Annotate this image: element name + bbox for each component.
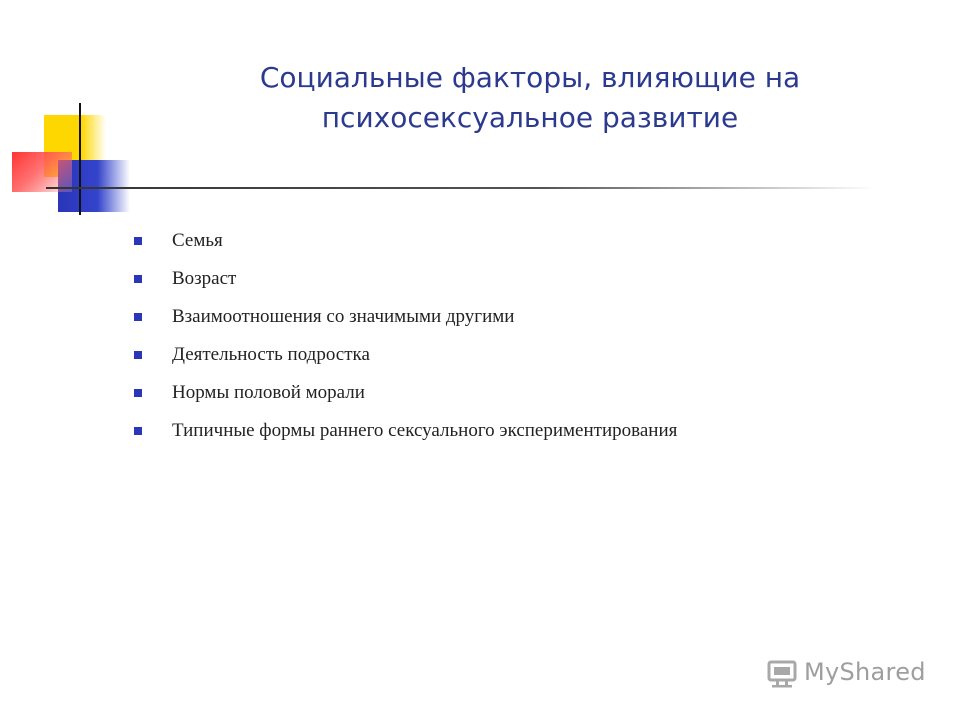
bullet-square-icon [134,427,142,435]
list-item [134,222,677,260]
myshared-watermark[interactable] [766,655,926,689]
list-item [134,374,677,412]
bullet-text: Возраст [172,268,237,289]
list-item [134,298,677,336]
bullet-list [134,222,677,450]
bullet-square-icon [134,351,142,359]
bullet-square-icon [134,313,142,321]
bullet-square-icon [134,389,142,397]
watermark-text: MyShared [804,658,926,686]
list-item [134,336,677,374]
bullet-text: Типичные формы раннего сексуального экспериментирования [172,420,678,441]
bullet-text: Деятельность подростка [172,344,370,365]
bullet-text: Нормы половой морали [172,382,365,403]
bullet-text: Взаимоотношения со значимыми другими [172,306,515,327]
list-item [134,412,677,450]
bullet-text: Семья [172,230,223,251]
list-item [134,260,677,298]
vertical-line-decoration [79,103,81,215]
bullet-square-icon [134,237,142,245]
slide-title: Социальные факторы, влияющие на психосексуальное развитие [259,61,801,134]
myshared-logo-icon [766,655,800,689]
horizontal-line-decoration [46,187,876,189]
bullet-square-icon [134,275,142,283]
red-square-decoration [12,152,72,192]
